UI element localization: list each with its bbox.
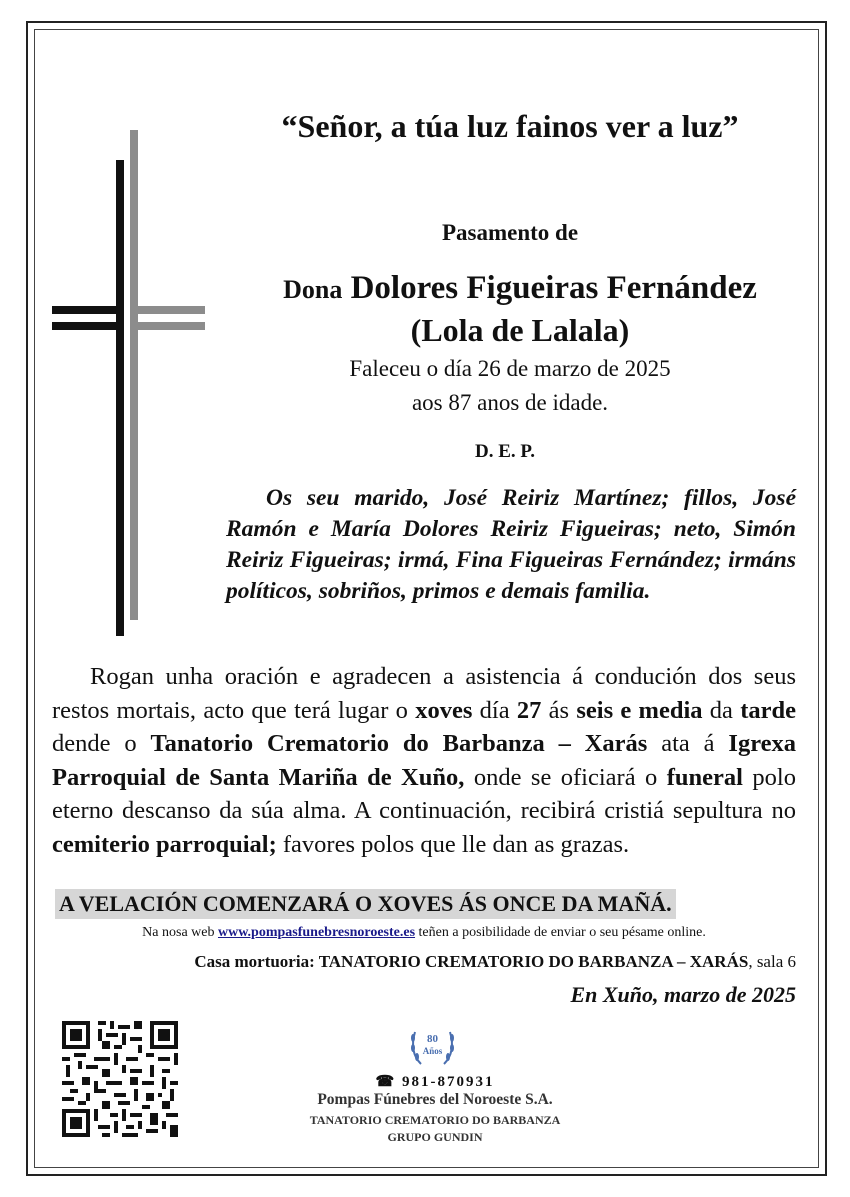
ceremony-text-part: da bbox=[702, 696, 741, 724]
ceremony-text-bold: xoves bbox=[415, 696, 473, 724]
ceremony-text-part: polo eterno descanso da súa alma. A continuación, recibirá cristiá sepultura no bbox=[52, 763, 796, 824]
company-name: Pompas Fúnebres del Noroeste S.A. bbox=[317, 1091, 553, 1108]
casa-label: Casa mortuoria: bbox=[194, 952, 315, 971]
ceremony-text-bold: 27 bbox=[516, 696, 542, 724]
casa-place: TANATORIO CREMATORIO DO BARBANZA – XARÁS bbox=[314, 952, 749, 971]
ceremony-text bbox=[52, 660, 796, 861]
family-text: Os seu marido, José Reiriz Martínez; fillos, José Ramón e María Dolores Reiriz Figueiras; neto, Simón Reiriz Figueiras; irmá, Fina Figueiras Fernández; irmáns políticos, sobriños, primos e demais familia. bbox=[226, 485, 796, 604]
phone: ☎ 981-870931 bbox=[375, 1074, 495, 1090]
quote: “Señor, a túa luz fainos ver a luz” bbox=[281, 108, 739, 144]
ceremony-text-part: día bbox=[472, 696, 517, 724]
ceremony-text-part: ás bbox=[541, 696, 577, 724]
ceremony-text-bold: cemiterio parroquial; bbox=[52, 830, 277, 858]
website-link[interactable]: www.pompasfunebresnoroeste.es bbox=[217, 925, 416, 940]
deceased-title: Dona bbox=[283, 275, 343, 304]
ceremony-text-bold: tarde bbox=[740, 696, 796, 724]
anniversary-badge-icon bbox=[405, 1022, 460, 1070]
velacion-notice: A VELACIÓN COMENZARÁ O XOVES ÁS ONCE DA MAÑÁ. bbox=[55, 889, 676, 919]
ceremony-text-part: onde se oficiará o bbox=[464, 763, 667, 791]
age: aos 87 anos de idade. bbox=[411, 390, 609, 415]
deceased-name bbox=[200, 270, 840, 307]
deceased-alias: (Lola de Lalala) bbox=[410, 312, 630, 348]
casa-mortuoria bbox=[52, 952, 796, 972]
web-note bbox=[52, 925, 796, 941]
deceased-fullname: Dolores Figueiras Fernández bbox=[350, 270, 757, 306]
web-note-after: teñen a posibilidade de enviar o seu pésame online. bbox=[415, 925, 706, 940]
place-date: En Xuño, marzo de 2025 bbox=[570, 982, 796, 1007]
dep: D. E. P. bbox=[474, 441, 535, 462]
ceremony-text-part: dende o bbox=[52, 730, 151, 757]
cross-icon bbox=[50, 128, 210, 640]
tanatorio-name: TANATORIO CREMATORIO DO BARBANZA bbox=[309, 1113, 561, 1127]
ceremony-text-bold: funeral bbox=[666, 763, 743, 791]
death-date: Faleceu o día 26 de marzo de 2025 bbox=[349, 356, 671, 381]
grupo-name: GRUPO GUNDIN bbox=[387, 1130, 483, 1144]
ceremony-text-part: Rogan unha oración e agradecen a asistencia á condución dos seus restos mortais, acto que terá lugar o bbox=[52, 663, 796, 724]
ceremony-text-part: favores polos que lle dan as grazas. bbox=[276, 830, 630, 858]
ceremony-text-bold: Tanatorio Crematorio do Barbanza – Xarás bbox=[150, 730, 648, 757]
casa-sala: , sala 6 bbox=[748, 952, 796, 971]
heading: Pasamento de bbox=[441, 220, 579, 245]
badge-number: 80 bbox=[427, 1033, 438, 1045]
web-note-before: Na nosa web bbox=[142, 925, 218, 940]
badge-label: Años bbox=[422, 1046, 443, 1056]
ceremony-text-bold: seis e media bbox=[576, 696, 703, 724]
qr-code-icon[interactable] bbox=[62, 1021, 178, 1137]
ceremony-text-part: ata á bbox=[647, 730, 729, 757]
ceremony-text-bold: Igrexa Parroquial de Santa Mariña de Xuño, bbox=[52, 730, 797, 791]
